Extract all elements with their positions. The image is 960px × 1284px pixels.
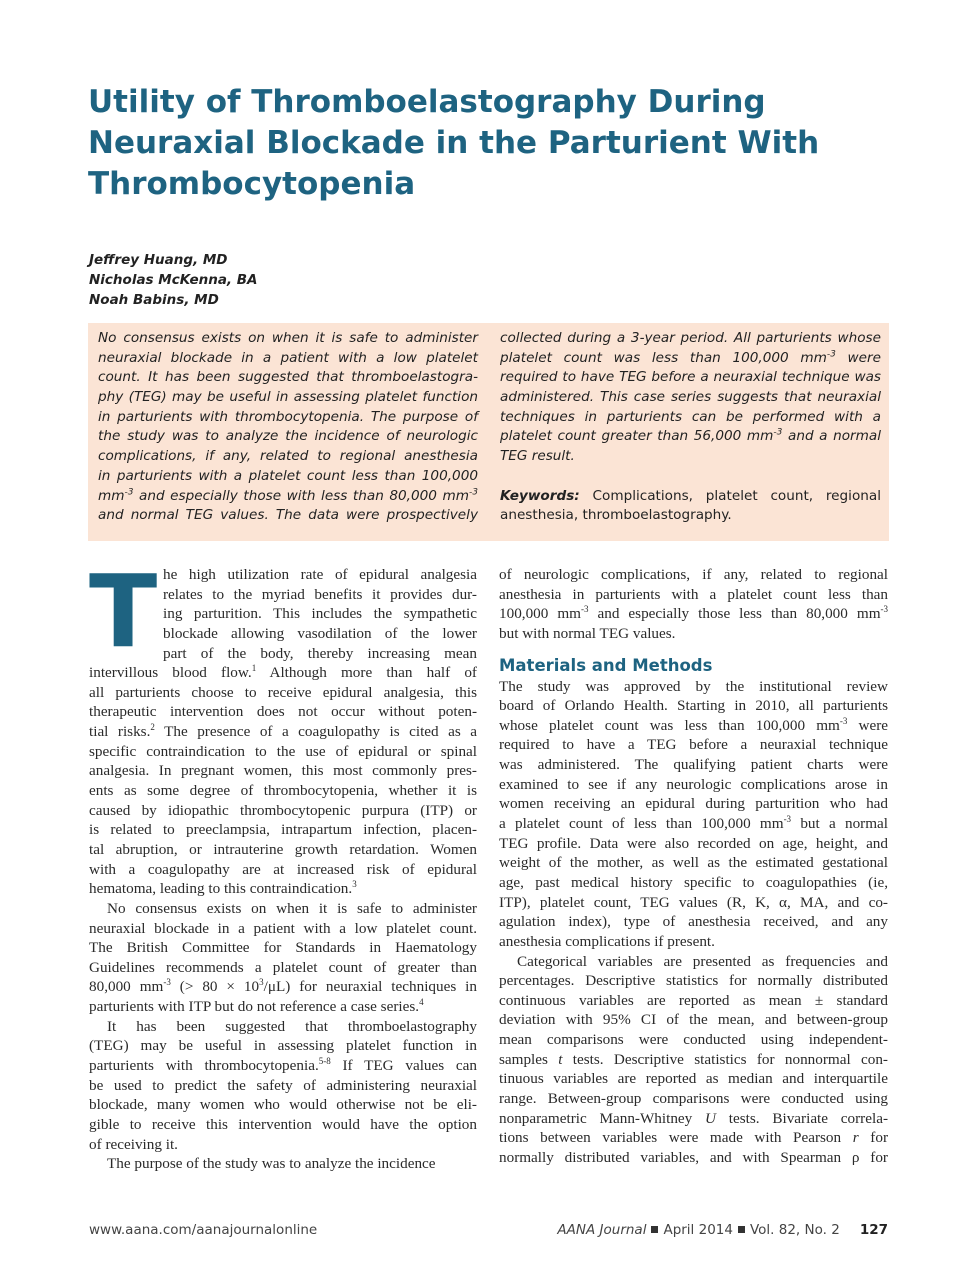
text-line: with a coagulopathy are at increased risk of epidural [89,860,477,878]
text-line: ITP), platelet count, TEG values (R, K, α, MA, and co- [499,893,888,911]
text-line: all parturients choose to receive epidural analgesia, this [89,683,477,701]
text-line: of neurologic complications, if any, related to regional [499,566,888,583]
text-line: and normal TEG values. The data were prospectively [98,507,478,524]
text-line: The purpose of the study was to analyze the incidence [107,1155,436,1173]
text-line: whose platelet count was less than 100,000 $mm^{-3}$ were [499,715,889,734]
text-line: neuraxial blockade in a patient with a low platelet count. [89,919,477,937]
text-line: specific contraindication to the use of epidural or spinal [89,742,477,760]
text-line: deviation with 95% CI of the mean, and between-group [499,1011,888,1029]
text-line: continuous variables are reported as mean ± standard [499,991,888,1009]
text-line: required to have a TEG before a neuraxial technique [499,736,888,754]
keywords-text: Complications, platelet count, regional [592,487,881,504]
text-line: age, past medical history specific to coagulopathies (ie, [499,873,888,891]
text-line: The British Committee for Standards in Haematology [89,939,477,957]
text-line: examined to see if any neurologic complications arose in [499,775,888,793]
text-line: weight of the mother, as well as the estimated gestational [499,854,888,872]
text-line: range. Between-group comparisons were conducted using [499,1090,888,1108]
body-right-column [499,565,888,1168]
section-heading: Materials and Methods [499,655,713,675]
text-line: be used to predict the safety of administering neuraxial [89,1076,477,1094]
text-line: part of the body, thereby increasing mean [163,644,477,662]
text-line: $mm^{-3}$ and especially those with less than 80,000 $mm^{-3}$ [98,486,478,504]
text-line: tinuous variables are reported as median and interquartile [499,1070,888,1088]
journal-name: AANA Journal [557,1222,647,1238]
text-line: platelet count greater than 56,000 $mm^{-3}$ and a normal [500,427,881,445]
text-line: but with normal TEG values. [499,624,676,642]
abstract-left-column [98,329,478,526]
volume-issue: Vol. 82, No. 2 [749,1222,840,1238]
text-line: count. It has been suggested that thromboelastogra- [98,369,478,386]
text-line: caused by idiopathic thrombocytopenic purpura (ITP) or [89,801,477,819]
footer-url[interactable]: www.aana.com/aanajournalonline [89,1222,318,1238]
body-left-column [89,553,477,1174]
text-line: mean comparisons were conducted using independent- [499,1031,888,1049]
text-line: platelet count was less than 100,000 $mm^{-3}$ were [500,349,881,366]
text-line: parturients with thrombocytopenia.$^{5-8}$ If TEG values can [89,1055,477,1075]
author: Jeffrey Huang, MD [89,252,228,268]
text-line: agulation index), type of anesthesia received, and any [499,913,888,931]
text-line: was administered. The qualifying patient charts were [499,756,888,774]
text-line: a platelet count of less than 100,000 $mm^{-3}$ but a normal [499,813,889,833]
text-line: Guidelines recommends a platelet count of greater than [89,958,477,976]
title-line: Utility of Thromboelastography During [88,84,766,120]
author: Noah Babins, MD [89,292,219,308]
square-bullet-icon [651,1226,658,1233]
title-line: Thrombocytopenia [88,166,416,202]
text-line: is related to preeclampsia, intrapartum infection, placen- [89,821,477,839]
text-line: tal abruption, or intrauterine growth retardation. Women [89,840,477,858]
drop-cap: T [89,553,158,670]
author: Nicholas McKenna, BA [89,272,258,288]
text-line: anesthesia complications if present. [499,932,715,950]
text-line: ents as some degree of thrombocytopenia, whether it is [89,782,477,800]
issue-date: April 2014 [663,1222,733,1238]
square-bullet-icon [738,1226,745,1233]
footer-citation [557,1222,888,1238]
text-line: analgesia. In pregnant women, this most commonly pres- [89,762,477,780]
text-line: relates to the myriad benefits it provides dur- [163,585,477,603]
text-line: TEG profile. Data were also recorded on age, height, and [499,834,888,852]
text-line: normally distributed variables, and with Spearman ρ for [499,1148,888,1166]
text-line: in parturients with a platelet count less than 100,000 [98,467,478,484]
text-line: gible to receive this intervention would have the option [89,1115,477,1133]
text-line: therapeutic intervention does not occur without poten- [89,703,477,721]
text-line: he high utilization rate of epidural analgesia [163,566,477,583]
text-line: TEG result. [500,448,575,465]
abstract-right-column [500,329,881,526]
text-line: 80,000 $mm^{-3}$ (> $80 \times 10^3/\mu L$) for neuraxial techniques in [89,977,477,996]
text-line: percentages. Descriptive statistics for normally distributed [499,972,888,990]
text-line: blockade allowing vasodilation of the lower [163,624,477,642]
text-line: the study was to analyze the incidence of neurologic [98,428,478,445]
text-line: It has been suggested that thromboelastography [107,1017,477,1035]
text-line: tions between variables were made with Pearson r for [499,1129,888,1147]
text-line: collected during a 3-year period. All parturients whose [500,330,881,346]
text-line: anesthesia in parturients with a platelet count less than [499,585,888,603]
author-list [89,250,258,310]
text-line: neuraxial blockade in a patient with a low platelet [98,349,478,366]
text-line: nonparametric Mann-Whitney U tests. Bivariate correla- [499,1109,889,1127]
keywords-text-line: anesthesia, thromboelastography. [500,507,732,524]
text-line: parturients with ITP but do not reference a case series.$^4$ [89,997,424,1016]
text-line: samples t tests. Descriptive statistics for nonnormal con- [499,1050,888,1068]
text-line: (TEG) may be useful in assessing platelet function in [89,1037,477,1055]
title-line: Neuraxial Blockade in the Parturient With [88,125,820,161]
text-line: complications, if any, related to regional anesthesia [98,448,478,465]
text-line: techniques in parturients can be performed with a [500,408,881,425]
keywords-label: Keywords: [500,487,580,504]
page-number: 127 [859,1222,888,1238]
text-line: 100,000 $mm^{-3}$ and especially those less than 80,000 $mm^{-3}$ [499,604,889,623]
text-line: blockade, many women who would otherwise not be eli- [89,1096,477,1114]
text-line: women receiving an epidural during parturition who had [499,795,888,813]
text-line: of receiving it. [89,1135,178,1153]
keywords-line [500,487,881,507]
text-line: ing parturition. This includes the sympathetic [163,605,477,623]
text-line: Categorical variables are presented as frequencies and [517,952,888,970]
text-line: hematoma, leading to this contraindication.$^3$ [89,879,357,898]
article-title [88,82,848,205]
text-line: board of Orlando Health. Starting in 2010, all parturients [499,697,888,715]
text-line: required to have TEG before a neuraxial technique was [500,369,881,386]
text-line: intervillous blood flow.$^1$ Although more than half of [89,663,477,682]
text-line: administered. This case series suggests that neuraxial [500,389,881,406]
text-line: tial risks.$^2$ The presence of a coagulopathy is cited as a [89,722,477,741]
text-line: No consensus exists on when it is safe to administer [107,899,477,917]
text-line: phy (TEG) may be useful in assessing platelet function [98,389,478,406]
text-line: in parturients with thrombocytopenia. The purpose of [98,408,478,425]
text-line: No consensus exists on when it is safe to administer [98,330,478,346]
text-line: The study was approved by the institutional review [499,677,888,695]
